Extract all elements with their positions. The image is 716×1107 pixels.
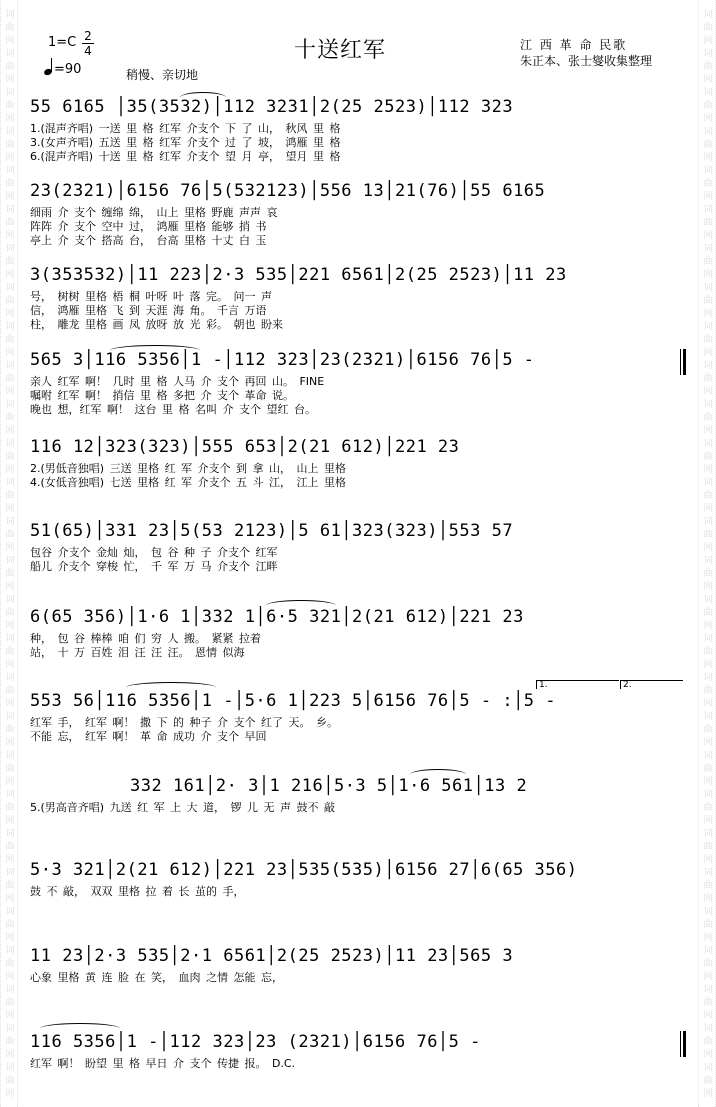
- watermark-char: 网: [5, 738, 15, 748]
- watermark-char: 网: [703, 465, 713, 475]
- lyric-line: 细雨 介 支个 缠绵 绵， 山上 里格 野鹿 声声 哀: [30, 206, 278, 219]
- watermark-char: 网: [703, 231, 713, 241]
- watermark-char: 曲: [703, 257, 713, 267]
- lyric-line: 阵阵 介 支个 空中 过， 鸿雁 里格 能够 捎 书: [30, 220, 267, 233]
- watermark-char: 词: [5, 907, 15, 917]
- watermark-char: 词: [703, 322, 713, 332]
- lyric-line: 红军 啊！ 盼望 里 格 早日 介 支个 传捷 报。 D.C.: [30, 1057, 296, 1070]
- tempo-value: =90: [54, 62, 82, 77]
- watermark-char: 网: [703, 621, 713, 631]
- watermark-char: 曲: [703, 218, 713, 228]
- watermark-char: 曲: [703, 647, 713, 657]
- watermark-char: 曲: [5, 842, 15, 852]
- watermark-char: 曲: [5, 569, 15, 579]
- watermark-char: 词: [5, 1063, 15, 1073]
- watermark-char: 网: [5, 1050, 15, 1060]
- watermark-char: 曲: [703, 1037, 713, 1047]
- watermark-char: 词: [5, 283, 15, 293]
- lyric-line: 嘱咐 红军 啊！ 捎信 里 格 多把 介 支个 革命 说。: [30, 389, 294, 402]
- watermark-char: 网: [5, 660, 15, 670]
- watermark-char: 词: [703, 10, 713, 20]
- notation-line: 553 56│116 5356│1 -│5·6 1│223 5│6156 76│5 - :│5 -: [30, 691, 557, 711]
- watermark-char: 网: [5, 387, 15, 397]
- watermark-char: 曲: [5, 335, 15, 345]
- lyric-line: 1.(混声齐唱) 一送 里 格 红军 介支个 下 了 山， 秋风 里 格: [30, 122, 341, 135]
- watermark-char: 网: [5, 543, 15, 553]
- watermark-char: 词: [703, 205, 713, 215]
- watermark-char: 曲: [703, 686, 713, 696]
- watermark-char: 曲: [5, 803, 15, 813]
- watermark-char: 词: [703, 361, 713, 371]
- watermark-char: 网: [703, 738, 713, 748]
- watermark-char: 曲: [703, 608, 713, 618]
- notation-line: 332 161│2· 3│1 216│5·3 5│1·6 561│13 2: [130, 776, 528, 796]
- watermark-char: 网: [5, 933, 15, 943]
- watermark-char: 词: [5, 517, 15, 527]
- watermark-char: 网: [703, 894, 713, 904]
- watermark-char: 曲: [703, 491, 713, 501]
- watermark-char: 词: [703, 478, 713, 488]
- watermark-char: 曲: [703, 959, 713, 969]
- watermark-char: 网: [703, 699, 713, 709]
- watermark-char: 网: [703, 504, 713, 514]
- watermark-char: 网: [703, 309, 713, 319]
- watermark-char: 词: [5, 751, 15, 761]
- watermark-char: 曲: [703, 842, 713, 852]
- watermark-char: 曲: [703, 530, 713, 540]
- watermark-char: 网: [5, 1089, 15, 1099]
- watermark-char: 词: [5, 322, 15, 332]
- watermark-char: 网: [703, 75, 713, 85]
- watermark-char: 网: [703, 387, 713, 397]
- watermark-char: 网: [703, 1050, 713, 1060]
- watermark-char: 曲: [5, 881, 15, 891]
- watermark-char: 曲: [703, 1076, 713, 1086]
- watermark-char: 曲: [5, 491, 15, 501]
- lyric-line: 5.(男高音齐唱) 九送 红 军 上 大 道， 锣 儿 无 声 鼓不 敲: [30, 801, 336, 814]
- watermark-char: 网: [5, 114, 15, 124]
- watermark-char: 词: [703, 634, 713, 644]
- watermark-char: 网: [5, 504, 15, 514]
- watermark-char: 词: [5, 595, 15, 605]
- watermark-char: 曲: [5, 1037, 15, 1047]
- watermark-char: 网: [5, 816, 15, 826]
- watermark-char: 词: [703, 244, 713, 254]
- volta-bracket-1: 1.: [536, 680, 619, 689]
- watermark-char: 词: [5, 88, 15, 98]
- watermark-char: 网: [5, 309, 15, 319]
- notation-line: 55 6165 │35(3532)│112 3231│2(25 2523)│112 323: [30, 97, 514, 117]
- watermark-char: 词: [703, 517, 713, 527]
- watermark-char: 网: [703, 933, 713, 943]
- watermark-char: 曲: [703, 101, 713, 111]
- final-barline: [680, 349, 685, 375]
- watermark-char: 词: [5, 790, 15, 800]
- lyric-line: 信， 鸿雁 里格 飞 到 天涯 海 角。 千言 万语: [30, 304, 267, 317]
- watermark-char: 曲: [5, 764, 15, 774]
- watermark-char: 网: [703, 426, 713, 436]
- watermark-char: 网: [5, 1011, 15, 1021]
- time-sig-top: 2: [84, 29, 92, 43]
- watermark-char: 曲: [703, 803, 713, 813]
- watermark-char: 网: [703, 270, 713, 280]
- watermark-char: 网: [5, 972, 15, 982]
- watermark-char: 词: [5, 244, 15, 254]
- notation-line: 116 12│323(323)│555 653│2(21 612)│221 23: [30, 437, 460, 457]
- song-title: 十送红军: [293, 38, 386, 63]
- watermark-char: 网: [5, 699, 15, 709]
- watermark-char: 词: [703, 985, 713, 995]
- lyric-line: 包谷 介支个 金灿 灿， 包 谷 种 子 介支个 红军: [30, 546, 278, 559]
- watermark-char: 网: [703, 36, 713, 46]
- watermark-char: 词: [5, 556, 15, 566]
- watermark-char: 词: [5, 1024, 15, 1034]
- notation-line: 116 5356│1 -│112 323│23 (2321)│6156 76│5 -: [30, 1032, 481, 1052]
- notation-line: 23(2321)│6156 76│5(532123)│556 13│21(76)│55 6165: [30, 181, 546, 201]
- watermark-char: 网: [5, 777, 15, 787]
- watermark-char: 曲: [5, 920, 15, 930]
- watermark-char: 网: [703, 582, 713, 592]
- watermark-char: 曲: [703, 335, 713, 345]
- watermark-char: 曲: [5, 452, 15, 462]
- watermark-char: 网: [5, 270, 15, 280]
- watermark-char: 网: [5, 465, 15, 475]
- watermark-char: 词: [703, 127, 713, 137]
- watermark-char: 曲: [703, 140, 713, 150]
- watermark-char: 曲: [5, 686, 15, 696]
- expression-mark: 稍慢、亲切地: [126, 68, 199, 82]
- watermark-char: 网: [5, 621, 15, 631]
- notation-line: 11 23│2·3 535│2·1 6561│2(25 2523)│11 23│565 3: [30, 946, 514, 966]
- lyric-line: 船儿 介支个 穿梭 忙， 千 军 万 马 介支个 江畔: [30, 560, 278, 573]
- watermark-char: 词: [703, 907, 713, 917]
- watermark-char: 网: [5, 855, 15, 865]
- watermark-char: 网: [5, 36, 15, 46]
- watermark-char: 词: [703, 283, 713, 293]
- watermark-char: 网: [703, 153, 713, 163]
- source-line-1: 江 西 革 命 民歌: [520, 38, 628, 52]
- tempo-mark: [44, 58, 81, 77]
- watermark-char: 曲: [5, 101, 15, 111]
- watermark-char: 曲: [703, 881, 713, 891]
- watermark-char: 词: [703, 790, 713, 800]
- lyric-line: 号， 树树 里格 梧 桐 叶呀 叶 落 完。 问一 声: [30, 290, 272, 303]
- watermark-char: 曲: [703, 569, 713, 579]
- watermark-char: 网: [703, 543, 713, 553]
- lyric-line: 心象 里格 黄 连 脸 在 笑， 血肉 之情 怎能 忘，: [30, 971, 283, 984]
- source-line-2: 朱正本、张士燮收集整理: [520, 54, 653, 68]
- watermark-char: 网: [703, 1089, 713, 1099]
- watermark-char: 词: [703, 595, 713, 605]
- watermark-char: 曲: [5, 725, 15, 735]
- watermark-char: 词: [703, 829, 713, 839]
- watermark-char: 曲: [703, 452, 713, 462]
- watermark-char: 词: [703, 439, 713, 449]
- watermark-char: 曲: [5, 296, 15, 306]
- lyric-line: 2.(男低音独唱) 三送 里格 红 军 介支个 到 拿 山， 山上 里格: [30, 462, 347, 475]
- watermark-char: 网: [5, 75, 15, 85]
- watermark-char: 曲: [703, 998, 713, 1008]
- watermark-char: 词: [5, 166, 15, 176]
- notation-line: 565 3│116 5356│1 -│112 323│23(2321)│6156 76│5 -: [30, 350, 535, 370]
- lyric-line: 晚也 想，红军 啊！ 这台 里 格 名叫 介 支个 望红 台。: [30, 403, 316, 416]
- watermark-char: 词: [5, 361, 15, 371]
- watermark-char: 词: [703, 868, 713, 878]
- watermark-char: 词: [5, 946, 15, 956]
- watermark-column-left: [0, 0, 18, 1107]
- watermark-char: 曲: [703, 764, 713, 774]
- watermark-char: 网: [703, 1011, 713, 1021]
- watermark-char: 词: [703, 49, 713, 59]
- watermark-char: 曲: [5, 1076, 15, 1086]
- watermark-char: 曲: [5, 530, 15, 540]
- lyric-line: 6.(混声齐唱) 十送 里 格 红军 介支个 望 月 亭， 望月 里 格: [30, 150, 341, 163]
- watermark-char: 曲: [703, 413, 713, 423]
- watermark-char: 词: [703, 751, 713, 761]
- lyric-line: 4.(女低音独唱) 七送 里格 红 军 介支个 五 斗 江， 江上 里格: [30, 476, 347, 489]
- watermark-char: 网: [703, 348, 713, 358]
- watermark-char: 曲: [5, 140, 15, 150]
- lyric-line: 鼓 不 敲， 双双 里格 拉 着 长 茧的 手，: [30, 885, 245, 898]
- watermark-char: 曲: [703, 62, 713, 72]
- notation-line: 6(65 356)│1·6 1│332 1│6·5 321│2(21 612)│221 23: [30, 607, 524, 627]
- notation-line: 3(353532)│11 223│2·3 535│221 6561│2(25 2523)│11 23: [30, 265, 567, 285]
- watermark-char: 曲: [703, 920, 713, 930]
- time-sig-bottom: 4: [82, 43, 94, 58]
- watermark-char: 曲: [703, 23, 713, 33]
- watermark-char: 词: [703, 88, 713, 98]
- watermark-char: 曲: [703, 179, 713, 189]
- watermark-char: 词: [703, 400, 713, 410]
- watermark-char: 网: [703, 972, 713, 982]
- watermark-char: 词: [703, 712, 713, 722]
- time-signature: [82, 29, 94, 58]
- watermark-char: 词: [703, 946, 713, 956]
- watermark-char: 词: [5, 985, 15, 995]
- watermark-char: 词: [5, 205, 15, 215]
- watermark-char: 词: [5, 127, 15, 137]
- watermark-char: 网: [5, 894, 15, 904]
- watermark-char: 词: [5, 49, 15, 59]
- watermark-char: 词: [5, 868, 15, 878]
- notation-line: 5·3 321│2(21 612)│221 23│535(535)│6156 27│6(65 356): [30, 860, 578, 880]
- watermark-char: 网: [703, 192, 713, 202]
- watermark-char: 词: [703, 673, 713, 683]
- watermark-char: 曲: [703, 374, 713, 384]
- lyric-line: 3.(女声齐唱) 五送 里 格 红军 介支个 过 了 坡， 鸿雁 里 格: [30, 136, 341, 149]
- watermark-char: 词: [5, 439, 15, 449]
- watermark-char: 词: [5, 634, 15, 644]
- lyric-line: 柱， 雕龙 里格 画 凤 放呀 放 光 彩。 朝也 盼来: [30, 318, 283, 331]
- watermark-char: 网: [703, 660, 713, 670]
- lyric-line: 亭上 介 支个 搭高 台， 台高 里格 十丈 白 玉: [30, 234, 267, 247]
- watermark-char: 词: [5, 10, 15, 20]
- watermark-char: 词: [5, 829, 15, 839]
- watermark-char: 词: [703, 166, 713, 176]
- watermark-char: 网: [703, 816, 713, 826]
- watermark-char: 词: [703, 1063, 713, 1073]
- watermark-char: 词: [703, 1024, 713, 1034]
- watermark-column-right: [698, 0, 716, 1107]
- watermark-char: 网: [5, 582, 15, 592]
- watermark-char: 曲: [703, 296, 713, 306]
- watermark-char: 曲: [5, 257, 15, 267]
- lyric-line: 不能 忘， 红军 啊！ 革 命 成功 介 支个 早回: [30, 730, 267, 743]
- watermark-char: 网: [5, 348, 15, 358]
- key-signature: 1=C: [48, 35, 77, 50]
- notation-line: 51(65)│331 23│5(53 2123)│5 61│323(323)│553 57: [30, 521, 514, 541]
- watermark-char: 网: [703, 777, 713, 787]
- watermark-char: 曲: [5, 62, 15, 72]
- lyric-line: 站， 十 万 百姓 泪 汪 汪 汪。 恩情 似海: [30, 646, 245, 659]
- watermark-char: 曲: [5, 23, 15, 33]
- watermark-char: 曲: [5, 959, 15, 969]
- watermark-char: 词: [5, 478, 15, 488]
- watermark-char: 曲: [5, 647, 15, 657]
- watermark-char: 曲: [5, 998, 15, 1008]
- watermark-char: 词: [5, 673, 15, 683]
- watermark-char: 词: [703, 556, 713, 566]
- watermark-char: 网: [5, 192, 15, 202]
- quarter-note-icon: [44, 58, 54, 76]
- watermark-char: 网: [703, 114, 713, 124]
- watermark-char: 网: [5, 153, 15, 163]
- watermark-char: 网: [5, 426, 15, 436]
- watermark-char: 曲: [5, 179, 15, 189]
- volta-bracket-2: 2.: [620, 680, 683, 689]
- watermark-char: 曲: [5, 608, 15, 618]
- lyric-line: 种， 包 谷 棒棒 咱 们 穷 人 搬。 紧紧 拉着: [30, 632, 261, 645]
- watermark-char: 词: [5, 712, 15, 722]
- watermark-char: 曲: [5, 413, 15, 423]
- lyric-line: 红军 手， 红军 啊！ 撒 下 的 种子 介 支个 红了 天。 乡。: [30, 716, 338, 729]
- watermark-char: 网: [703, 855, 713, 865]
- watermark-char: 词: [5, 400, 15, 410]
- watermark-char: 曲: [703, 725, 713, 735]
- watermark-char: 曲: [5, 374, 15, 384]
- lyric-line: 亲人 红军 啊！ 几时 里 格 人马 介 支个 再回 山。 FINE: [30, 375, 325, 388]
- final-barline: [680, 1031, 685, 1057]
- watermark-char: 网: [5, 231, 15, 241]
- watermark-char: 曲: [5, 218, 15, 228]
